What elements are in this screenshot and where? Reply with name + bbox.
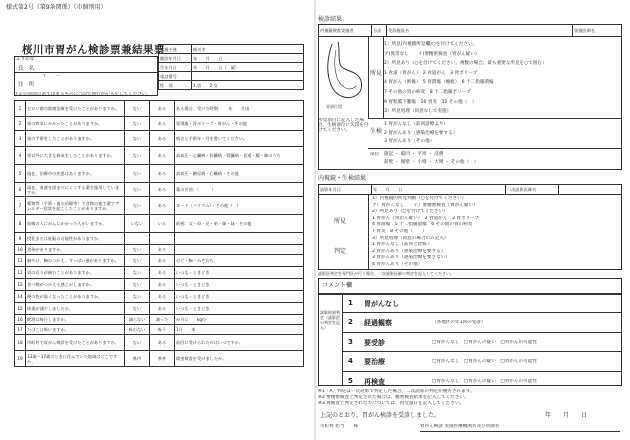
results-list <box>342 294 622 390</box>
question-text: 便の色が黒くなったことがありますか。 <box>26 291 125 303</box>
region-item: 前壁 ・ 後壁 ・ 小彎 ・ 大彎 ・ その他（ ） <box>384 160 479 165</box>
city-contact: 市町村 担当 様 <box>320 424 359 429</box>
question-text: 胃以外に大きな病気をしたことがありますか。 <box>26 147 125 165</box>
result-row[interactable] <box>342 294 622 313</box>
question-text: 食べ物がつかえる感じがしますか。 <box>26 279 125 291</box>
question-text: 胸やけ、胸のつかえ、すっぱい液がありますか。 <box>26 255 125 267</box>
region-label: 部位 <box>370 152 380 157</box>
applicant-info-table <box>158 44 304 90</box>
svg-text:胃部位図: 胃部位図 <box>326 104 342 109</box>
question-number: 11 <box>15 255 26 267</box>
question-note[interactable]: 精密検査を受けましたか。 <box>175 351 304 367</box>
answer-option-b[interactable]: ある <box>150 255 175 267</box>
question-row <box>15 255 304 267</box>
question-number: 8 <box>15 215 26 233</box>
question-note[interactable]: 1日 本 <box>175 325 304 335</box>
answer-option-a[interactable]: ない <box>125 335 150 351</box>
results-section-title: 検診結果 <box>318 16 343 23</box>
result-row[interactable] <box>342 372 622 390</box>
result-label: 要治療 <box>364 358 385 367</box>
question-number: 9 <box>15 233 26 245</box>
reading-item: 4 胃潰瘍 5 十二指腸潰瘍 6 その他の胃の病変 <box>372 222 473 228</box>
mid-section-title: 内視鏡・生検結果 <box>318 175 367 182</box>
question-row <box>15 303 304 315</box>
phone-field[interactable] <box>192 72 304 81</box>
question-row <box>15 215 304 233</box>
reading-item: 3）所見処理（同意の場合のみ記入） <box>372 235 449 241</box>
answer-option-a[interactable]: ない <box>125 131 150 147</box>
exam-org-label: 実施主体 <box>159 45 192 54</box>
question-text: 胃の病気にかかったことがありますか。 <box>26 117 125 131</box>
question-row <box>15 183 304 197</box>
doctor-label: 実施医師名 <box>573 25 622 37</box>
result-sub: □胃がんなし □胃がんの疑い □胃がんの可能性 <box>432 359 537 365</box>
question-row <box>15 131 304 147</box>
comment-label: コメント欄 <box>322 282 353 289</box>
reading-date-label: 読影年月日 <box>319 185 372 195</box>
question-row <box>15 279 304 291</box>
answer-option-b[interactable] <box>150 233 175 245</box>
question-note[interactable]: いつも・ときどき <box>175 267 304 279</box>
question-row <box>15 315 304 325</box>
note-line: ※1「A」判定は一次読影で判定した場合、二次読影の判定が優先されます。 <box>318 389 475 394</box>
biopsy-list <box>384 121 457 147</box>
question-text: 現在、治療中の疾患はありますか。 <box>26 165 125 183</box>
answer-option-b[interactable]: ある <box>150 267 175 279</box>
exam-date-label: 健診年月日 <box>159 54 192 63</box>
reading-date-field[interactable]: 年 月 日 <box>372 185 506 195</box>
reading-item: 4 胃がんあり（その他） <box>372 261 423 267</box>
question-note[interactable]: 薬の名前：（ ） <box>175 183 304 197</box>
question-row <box>15 267 304 279</box>
answer-option-a[interactable]: 県内 <box>125 351 150 367</box>
findings-item: ア)異常なし イ)要精密検査（胃がん疑い） <box>384 51 480 57</box>
question-text: 市町村で胃がん検診を受けたことがありますか。 <box>26 335 125 351</box>
question-number: 5 <box>15 165 26 183</box>
answer-option-b[interactable]: ある <box>150 279 175 291</box>
phone-label: 電話番号 <box>159 72 192 81</box>
question-text: 胃の手術をしたことがありますか。 <box>26 131 125 147</box>
result-row[interactable] <box>342 333 622 352</box>
question-text: 胃の辺りが痛むことがありますか。 <box>26 267 125 279</box>
answer-option-a[interactable]: ない <box>125 291 150 303</box>
answer-option-a[interactable]: ない <box>125 183 150 197</box>
org2-label: 受診施設名 <box>387 25 573 37</box>
findings-item: 7 その他の胃の病変 8 十二指腸ポリープ <box>384 89 471 95</box>
reading-item: 1）内視鏡的所見判断（○を付けてください） <box>372 196 467 201</box>
biopsy-item: 1 胃がんなし（前回診療より） <box>384 122 449 127</box>
answer-option-b[interactable]: 県外 <box>150 351 175 367</box>
result-label: 要受診 <box>364 338 385 347</box>
answer-option-b[interactable]: ある <box>150 335 175 351</box>
answer-option-b[interactable]: いる <box>150 215 175 233</box>
reading-item: 2）所見あり（○を付けてください） <box>372 209 448 215</box>
form-number: 様式第2号（第9条関係）（市個別用） <box>6 4 107 11</box>
answer-option-a[interactable]: ない <box>125 101 150 117</box>
findings-item: 2）所見あり（○を付けてください。複数の場合、最も重要な所見を○で囲む） <box>384 61 547 67</box>
question-number: 4 <box>15 147 26 165</box>
second-doctor-field[interactable] <box>559 185 622 195</box>
findings-item: 4 胃がん（術後） 5 胃潰瘍（瘢痕） 6 十二指腸潰瘍 <box>384 80 494 86</box>
question-note[interactable]: いつも・ときどき <box>175 291 304 303</box>
answer-option-a[interactable]: ない <box>125 267 150 279</box>
reading-item: 2 胃がんあり（感染治療を要する） <box>372 248 446 254</box>
answer-option-b[interactable]: ある <box>150 101 175 117</box>
sex-field[interactable]: 1.男 2.女 <box>192 81 304 90</box>
reading-item: 7 胃炎 8 その他（ ） <box>372 228 427 234</box>
question-note[interactable]: いつも・ときどき <box>175 279 304 291</box>
question-note[interactable] <box>175 233 304 245</box>
comment-box[interactable] <box>318 278 622 294</box>
question-number: 18 <box>15 335 26 351</box>
findings-item: 1 食道（胃がん） 2 食道がん 3 胃ポリープ <box>384 70 478 76</box>
questionnaire-table <box>14 100 304 367</box>
answer-option-b[interactable]: 減った <box>150 315 175 325</box>
biopsy-label: 生検 <box>370 128 383 135</box>
question-text: 血縁の人にがんにかかった人がいますか。 <box>26 215 125 233</box>
org-label: 内視鏡検査実施者 <box>319 25 372 37</box>
question-number: 13 <box>15 279 26 291</box>
question-text: ピロリ菌の除菌治療を受けたことがありますか。 <box>26 101 125 117</box>
answer-option-b[interactable]: ある <box>150 165 175 183</box>
question-note[interactable]: 胃潰瘍・胃ポリープ・胃がん・その他 <box>175 117 304 131</box>
result-sub: □胃がんなし □胃がんの疑い □胃がんの可能性 <box>432 339 537 345</box>
answer-option-a[interactable]: いない <box>125 215 150 233</box>
answer-option-b[interactable]: ある <box>150 245 175 255</box>
name-label: 氏 名 <box>18 66 35 72</box>
answer-option-a[interactable]: ない <box>125 279 150 291</box>
biopsy-instructions: 所見項目に記入した場合、生検部位に矢印を付けてください。 <box>318 118 369 133</box>
question-number: 14 <box>15 291 26 303</box>
instructions: 下記の質問にあてはまるものに○印で囲むか記入をしてください。 <box>14 92 152 97</box>
note-line: ※3 再検査と判定された方については、再受診日を記入してください。 <box>318 401 464 407</box>
question-row <box>15 117 304 131</box>
exam-date-field[interactable]: 年 月 日 <box>192 54 304 63</box>
question-number: 16 <box>15 315 26 325</box>
question-number: 1 <box>15 101 26 117</box>
question-number: 10 <box>15 245 26 255</box>
result-sub: □胃がんなし □胃がんの疑い □胃がんの可能性 <box>432 378 537 384</box>
answer-option-a[interactable]: ない <box>125 255 150 267</box>
question-text: 現在、血液を固まりにくくする薬を服用していますか。 <box>26 183 125 197</box>
answer-option-a[interactable]: ない <box>125 197 150 215</box>
answer-option-a[interactable]: ない <box>125 245 150 255</box>
answer-option-a[interactable]: 減らない <box>125 315 150 325</box>
answer-option-b[interactable]: ある <box>150 197 175 215</box>
region-list <box>384 151 478 167</box>
applicant-name-box <box>14 56 158 96</box>
question-row <box>15 291 304 303</box>
answer-option-a[interactable] <box>125 233 150 245</box>
result-number: 3 <box>348 337 353 346</box>
note-line: ※2 要精密検査と判定された場合は、精密検査結果を記入してください。 <box>318 395 469 401</box>
question-number: 15 <box>15 303 26 315</box>
consent-date[interactable]: 年 月 日 <box>545 412 588 419</box>
question-number: 12 <box>15 267 26 279</box>
result-number: 2 <box>348 318 353 327</box>
question-text: たばこは吸いますか。 <box>26 325 125 335</box>
question-note[interactable]: 前回に受けられたのはいつですか。 <box>175 335 304 351</box>
result-label: 経過観察 <box>364 319 392 328</box>
reading-item: 3 胃がんあり（感染治療を要さない） <box>372 255 450 261</box>
biopsy-item: 2 胃がんあり（感染治療を要する） <box>384 130 458 136</box>
answer-option-a[interactable]: 吸わない <box>125 325 150 335</box>
address-label: 住 所 <box>18 82 35 88</box>
clinic-label: 胃がん検診 実施医療機関名及び医師名 <box>420 424 500 429</box>
result-label: 胃がんなし <box>364 300 399 308</box>
question-note[interactable]: 高血圧・心臓病・肝臓病・腎臓病・食道・腸・肺のうち <box>175 147 304 165</box>
result-row[interactable] <box>342 313 622 332</box>
region-item: 隆起 ・ 陥凹 ・ 平坦 ・ 浸潤 <box>384 152 444 157</box>
answer-option-b[interactable]: ある <box>150 303 175 315</box>
question-row <box>15 101 304 117</box>
answer-option-b[interactable]: ある <box>150 131 175 147</box>
answer-option-b[interactable]: ある <box>150 183 175 197</box>
answer-option-a[interactable]: ない <box>125 165 150 183</box>
question-text: 体重が減少しましたか。 <box>26 303 125 315</box>
question-number: 3 <box>15 131 26 147</box>
result-label: 再検査 <box>364 377 385 386</box>
question-note[interactable]: ヨード（バリウム）・その他（ ） <box>175 197 304 215</box>
question-row <box>15 233 304 245</box>
answer-option-b[interactable]: ある <box>150 117 175 131</box>
answer-option-b[interactable]: 吸う <box>150 325 175 335</box>
question-text: 授乳または妊娠の可能性がありますか。 <box>26 233 125 245</box>
question-number: 17 <box>15 325 26 335</box>
question-note[interactable]: いつも・ときどき <box>175 303 304 315</box>
dob-label: 生年月日 <box>159 63 192 72</box>
sex-label: 性 別 <box>159 81 192 90</box>
result-number: 1 <box>348 299 353 307</box>
reading-item: 1 胃がん（胃がん疑い） 2 食道がん 3 胃ポリープ <box>372 215 480 221</box>
furigana-label: ふりがな <box>16 57 35 62</box>
findings-item: 1）所見(内視鏡所見欄)○を付けてください。 <box>384 42 478 47</box>
findings-item: 9 胃粘膜下腫瘍 10 胃炎 11 その他（ ） <box>384 99 477 105</box>
findings-label: 所見 <box>370 70 383 77</box>
question-note[interactable]: 病名と手術年・月を書いてください。 <box>175 131 304 147</box>
question-note[interactable] <box>175 245 304 255</box>
result-number: 5 <box>348 376 353 385</box>
answer-option-a[interactable]: ない <box>125 147 150 165</box>
question-number: 2 <box>15 117 26 131</box>
question-note[interactable]: 高血圧・糖尿病・心臓病・その他 <box>175 165 304 183</box>
result-number: 4 <box>348 357 353 366</box>
answer-option-a[interactable]: ない <box>125 303 150 315</box>
result-row[interactable] <box>342 352 622 371</box>
question-text: 13歳～17歳のときに住んでいた地域はどこですか。 <box>26 351 125 367</box>
question-note[interactable]: ある場合、受けた時期： 年 月頃 <box>175 101 304 117</box>
reading-findings-label: 所見 <box>334 218 347 225</box>
reading-item: ア）胃がんなし イ）要精密検査（胃がん疑い） <box>372 202 478 208</box>
question-number: 6 <box>15 183 26 197</box>
answer-option-b[interactable]: ある <box>150 147 175 165</box>
reading-item: 1 胃がんなし（前回と比較） <box>372 242 432 248</box>
findings-list <box>384 40 547 117</box>
question-text: 薬物等（手術・歯の治療等）で食物の他で薬でアレルギー症状を起こしたことがありますか。 <box>26 197 125 215</box>
question-row <box>15 165 304 183</box>
page-fold <box>314 0 316 440</box>
question-note[interactable]: か月に kg位 <box>175 315 304 325</box>
page-title: 桜川市胃がん検診票兼結果票 <box>22 44 165 56</box>
question-row <box>15 245 304 255</box>
stomach-diagram <box>318 36 368 118</box>
question-number: 19 <box>15 351 26 367</box>
question-note[interactable]: 続柄：父・母・兄・弟・姉・妹・その他 <box>175 215 304 233</box>
reading-note: 読影医判定を専門医が行う場合、二次読影医師の判定を記入してください。 <box>318 271 454 276</box>
question-text: 飲酒は毎日しますか。 <box>26 315 125 325</box>
results-label: 読影結果判定（読影医の判定を記入） <box>320 310 340 330</box>
question-number: 7 <box>15 197 26 215</box>
place-label: 方法 <box>372 25 387 37</box>
question-row <box>15 325 304 335</box>
consent-text: 上記のとおり、胃がん検診を受診しました。 <box>320 412 441 419</box>
biopsy-item: 3 胃がんあり（その他） <box>384 139 435 144</box>
reading-judge-label: 判定 <box>334 248 347 255</box>
second-doctor-label: 二次読影医師名 <box>506 185 559 195</box>
dob-field[interactable]: 年 月 日（ 歳） <box>192 63 304 72</box>
question-text: 食欲がありますか。 <box>26 245 125 255</box>
result-sub: （各地区の年1回の受診） <box>432 320 486 326</box>
findings-item: 3）所見処理（同意なしで実施） <box>384 109 452 115</box>
exam-org: 桜川市 <box>192 45 304 54</box>
question-row <box>15 335 304 351</box>
question-row <box>15 147 304 165</box>
answer-option-b[interactable]: ある <box>150 291 175 303</box>
question-row <box>15 351 304 367</box>
question-row <box>15 197 304 215</box>
reading-findings-list <box>372 196 479 269</box>
answer-option-a[interactable]: ない <box>125 117 150 131</box>
postal-code[interactable]: 〒 － <box>42 74 61 79</box>
question-note[interactable]: のど・胸・みぞおち <box>175 255 304 267</box>
notes <box>318 389 475 408</box>
